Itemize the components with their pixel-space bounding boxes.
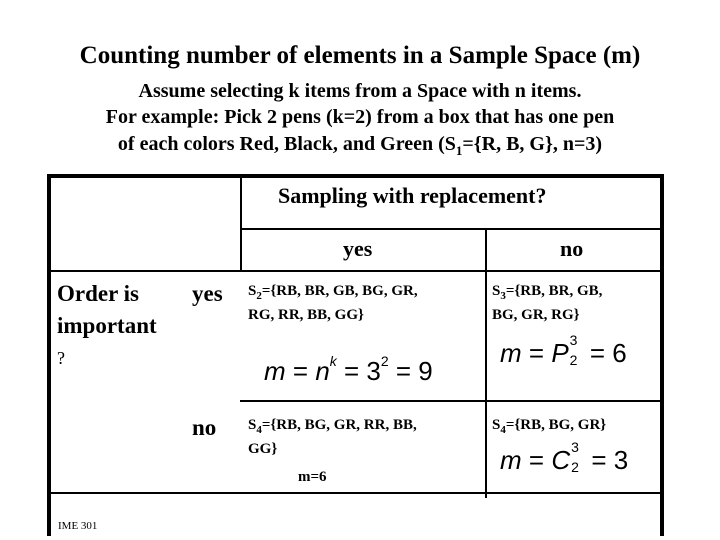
cell-unordered-without-replacement: $S_4=\{RB$, BG, GR}	[492, 417, 607, 436]
cell-unordered-with-replacement: $S_4=\{RB$, BG, GR, RR, BB, GG}	[248, 417, 417, 457]
row-yes: yes	[192, 281, 223, 306]
column-no: no	[560, 236, 584, 261]
row-no: no	[192, 415, 217, 440]
intro-line-2: For example: Pick 2 pens (k=2) from a box that has one pen	[105, 106, 615, 128]
page-title: Counting number of elements in a Sample Space (m)	[79, 42, 641, 69]
row-label-important: important	[57, 313, 157, 338]
sampling-header: Sampling with replacement?	[278, 183, 547, 208]
formula-permutation: m = P 3 2 = 6	[500, 332, 627, 368]
intro-line-3: of each colors Red, Black, and Green ($S_1=\{R$, B, G}, n=3)	[117, 133, 603, 158]
footer-course-code: IME 301	[58, 520, 98, 532]
column-yes: yes	[343, 236, 373, 261]
cell-ordered-with-replacement: $S_2=\{RB$, BR, GB, BG, GR, RG, RR, BB, GG}	[248, 283, 418, 323]
row-label-order: Order is	[57, 281, 139, 306]
row-label-question: ?	[57, 348, 65, 368]
cell-unordered-with-replacement-m: m=6	[298, 469, 327, 485]
cell-ordered-without-replacement: $S_3=\{RB$, BR, GB, BG, GR, RG}	[492, 283, 603, 323]
intro-line-1: Assume selecting k items from a Space with n items.	[138, 80, 582, 102]
formula-combination: m = C 3 2 = 3	[500, 439, 629, 475]
formula-n-power-k: $m = n^k = 3^2 = 9$	[264, 353, 433, 386]
